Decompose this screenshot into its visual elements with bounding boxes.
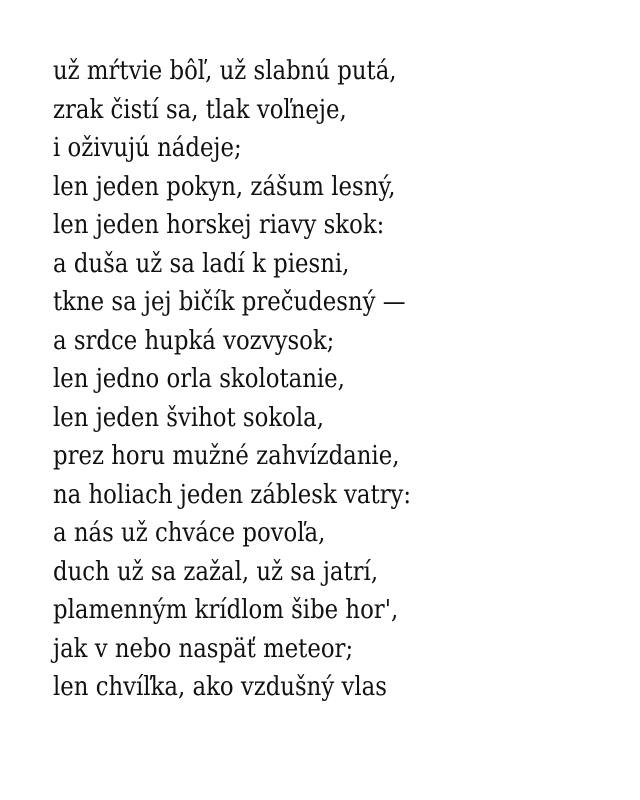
poem-line: a nás už chváce povoľa, — [53, 517, 326, 548]
poem-line: už mŕtvie bôľ, už slabnú putá, — [53, 55, 397, 86]
poem-line: plamenným krídlom šibe hor', — [53, 594, 399, 625]
poem-line: i oživujú nádeje; — [53, 132, 242, 163]
poem-line: na holiach jeden záblesk vatry: — [53, 478, 412, 510]
poem-line: prez horu mužné zahvízdanie, — [53, 440, 400, 471]
poem-line: duch už sa zažal, už sa jatrí, — [53, 555, 379, 587]
poem-line: len jeden pokyn, zášum lesný, — [53, 170, 396, 202]
poem-line: a srdce hupká vozvysok; — [53, 324, 335, 356]
poem-line: len jeden horskej riavy skok: — [53, 209, 385, 240]
poem-line: tkne sa jej bičík prečudesný — — [53, 286, 406, 317]
poem-text — [53, 52, 411, 707]
poem-line: len jeden švihot sokola, — [53, 401, 324, 433]
poem-line: zrak čistí sa, tlak voľneje, — [53, 93, 347, 125]
poem-line: len jedno orla skolotanie, — [53, 363, 345, 394]
poem-line: a duša už sa ladí k piesni, — [53, 247, 350, 279]
poem-line: len chvíľka, ako vzdušný vlas — [53, 671, 387, 702]
poem-line: jak v nebo naspäť meteor; — [53, 632, 354, 664]
